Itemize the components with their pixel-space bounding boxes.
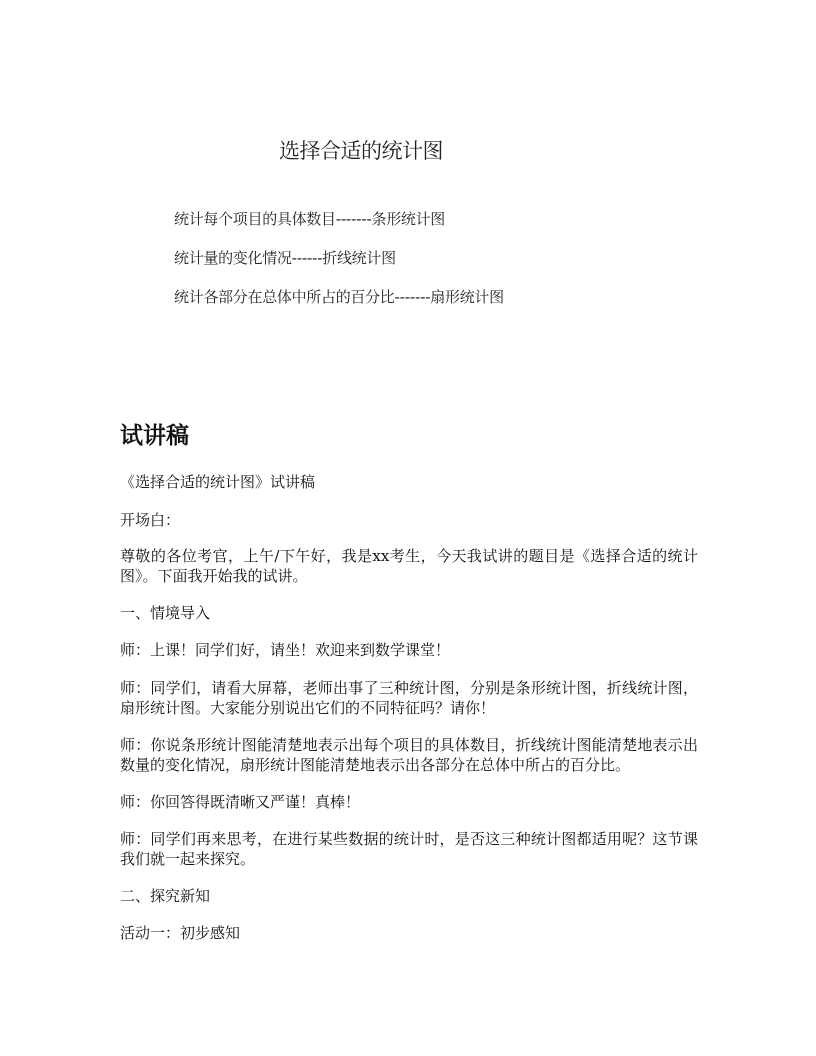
- paragraph: 活动一：初步感知: [120, 924, 241, 942]
- board-line-bar-chart: 统计每个项目的具体数目-------条形统计图: [174, 210, 445, 228]
- paragraph: 师：同学们再来思考，在进行某些数据的统计时，是否这三种统计图都适用呢？这节课我们就一起来探究。: [120, 830, 698, 868]
- paragraph: 尊敬的各位考官，上午/下午好，我是xx考生，今天我试讲的题目是《选择合适的统计图》。下面我开始我的试讲。: [120, 547, 698, 585]
- paragraph: 师：你说条形统计图能清楚地表示出每个项目的具体数目，折线统计图能清楚地表示出数量的变化情况，扇形统计图能清楚地表示出各部分在总体中所占的百分比。: [120, 736, 698, 774]
- board-line-line-chart: 统计量的变化情况------折线统计图: [174, 249, 396, 267]
- section-heading: 试讲稿: [120, 423, 189, 449]
- paragraph: 一、情境导入: [120, 604, 211, 622]
- paragraph: 《选择合适的统计图》试讲稿: [120, 473, 316, 491]
- paragraph: 师：同学们，请看大屏幕，老师出事了三种统计图，分别是条形统计图，折线统计图，扇形统计图。大家能分别说出它们的不同特征吗？请你！: [120, 679, 698, 717]
- paragraph: 二、探究新知: [120, 887, 211, 905]
- board-title: 选择合适的统计图: [279, 139, 443, 163]
- board-line-pie-chart: 统计各部分在总体中所占的百分比-------扇形统计图: [174, 288, 504, 306]
- paragraph: 师：上课！同学们好，请坐！欢迎来到数学课堂！: [120, 641, 451, 659]
- paragraph: 开场白：: [120, 511, 181, 529]
- paragraph: 师：你回答得既清晰又严谨！真棒！: [120, 793, 361, 811]
